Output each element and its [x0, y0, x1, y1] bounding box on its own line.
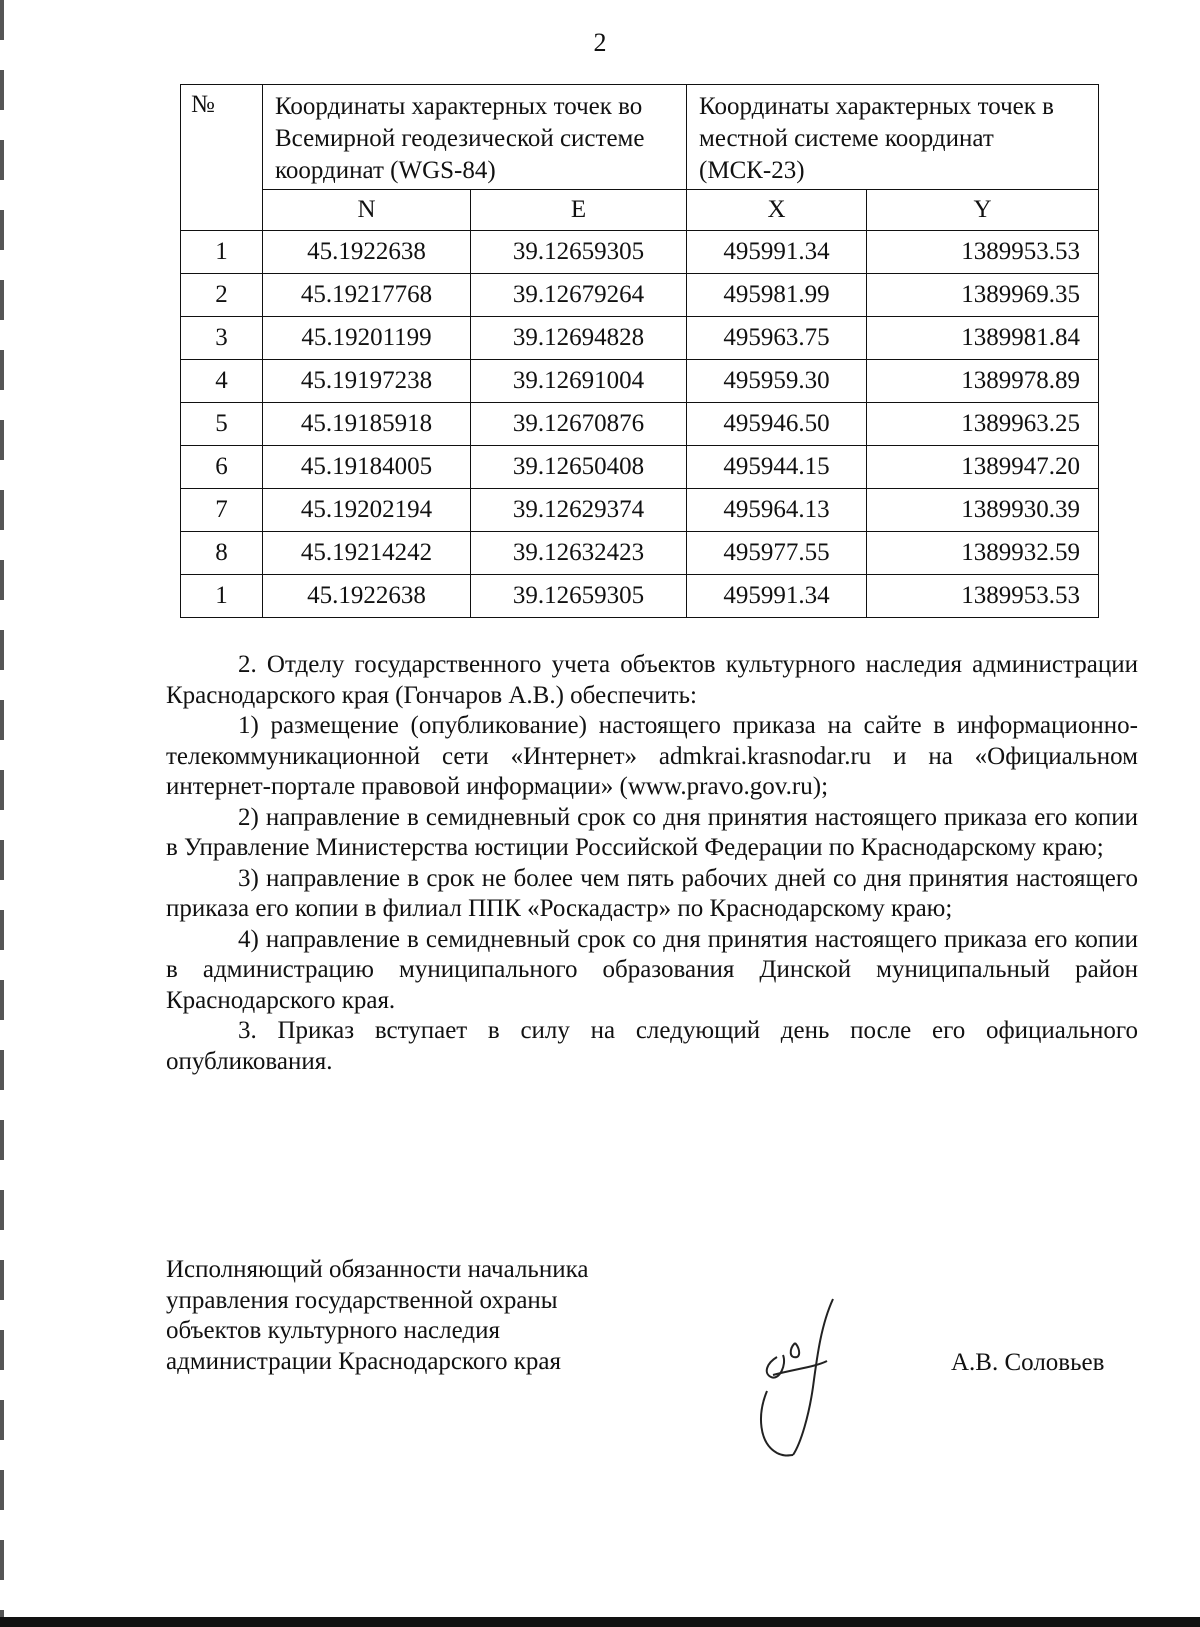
- cell-number: 1: [181, 231, 263, 274]
- cell-x: 495981.99: [687, 274, 867, 317]
- page-number: 2: [593, 28, 607, 57]
- cell-n: 45.19201199: [263, 317, 471, 360]
- table-subheader-row: [181, 190, 1099, 231]
- cell-n: 45.19202194: [263, 489, 471, 532]
- clause-2: 2. Отделу государственного учета объектов культурного наследия администрации Краснодарского края (Гончаров А.В.) обеспечить:: [166, 651, 1138, 709]
- table-row: [181, 532, 1099, 575]
- cell-number: 5: [181, 403, 263, 446]
- header-msk23: Координаты характерных точек в местной системе координат (МСК-23): [687, 85, 1099, 190]
- cell-number: 2: [181, 274, 263, 317]
- cell-x: 495991.34: [687, 575, 867, 618]
- cell-e: 39.12650408: [471, 446, 687, 489]
- cell-y: 1389981.84: [867, 317, 1099, 360]
- table-header-row: [181, 85, 1099, 190]
- cell-y: 1389932.59: [867, 532, 1099, 575]
- cell-e: 39.12659305: [471, 575, 687, 618]
- cell-e: 39.12670876: [471, 403, 687, 446]
- cell-y: 1389947.20: [867, 446, 1099, 489]
- signatory-title-line: администрации Краснодарского края: [166, 1347, 562, 1375]
- cell-x: 495944.15: [687, 446, 867, 489]
- cell-n: 45.19185918: [263, 403, 471, 446]
- cell-x: 495946.50: [687, 403, 867, 446]
- cell-y: 1389978.89: [867, 360, 1099, 403]
- clause-2-item-4: 4) направление в семидневный срок со дня принятия настоящего приказа его копии в администрацию муниципального образования Динской муниципальный район Краснодарского края.: [166, 925, 1138, 1014]
- cell-n: 45.1922638: [263, 575, 471, 618]
- header-n: N: [263, 190, 471, 231]
- cell-x: 495963.75: [687, 317, 867, 360]
- clause-3: 3. Приказ вступает в силу на следующий день после его официального опубликования.: [166, 1017, 1138, 1075]
- clause-2-item-2: 2) направление в семидневный срок со дня принятия настоящего приказа его копии в Управление Министерства юстиции Российской Федерации по Краснодарскому краю;: [166, 803, 1138, 861]
- cell-n: 45.19214242: [263, 532, 471, 575]
- header-y: Y: [867, 190, 1099, 231]
- table-row: [181, 403, 1099, 446]
- signatory-title: [166, 1255, 686, 1377]
- scan-left-edge: [0, 0, 4, 1627]
- cell-number: 1: [181, 575, 263, 618]
- signatory-title-line: Исполняющий обязанности начальника: [166, 1256, 589, 1283]
- table-row: [181, 274, 1099, 317]
- cell-y: 1389953.53: [867, 575, 1099, 618]
- order-body: [166, 650, 1138, 1077]
- coordinates-table: [180, 84, 1099, 618]
- cell-e: 39.12694828: [471, 317, 687, 360]
- header-wgs84: Координаты характерных точек во Всемирной геодезической системе координат (WGS-84): [263, 85, 687, 190]
- clause-2-item-1: 1) размещение (опубликование) настоящего приказа на сайте в информационно-телекоммуникационной сети «Интернет» admkrai.krasnodar.ru и на «Официальном интернет-портале правовой информации» (www.pravo.gov.ru);: [166, 712, 1138, 800]
- cell-n: 45.19217768: [263, 274, 471, 317]
- clause-2-item-3: 3) направление в срок не более чем пять рабочих дней со дня принятия настоящего приказа его копии в филиал ППК «Роскадастр» по Краснодарскому краю;: [166, 864, 1138, 922]
- signatory-title-line: объектов культурного наследия: [166, 1317, 500, 1344]
- table-row: [181, 231, 1099, 274]
- cell-n: 45.19184005: [263, 446, 471, 489]
- table-row: [181, 317, 1099, 360]
- cell-number: 7: [181, 489, 263, 532]
- cell-y: 1389963.25: [867, 403, 1099, 446]
- cell-e: 39.12691004: [471, 360, 687, 403]
- cell-y: 1389953.53: [867, 231, 1099, 274]
- cell-y: 1389969.35: [867, 274, 1099, 317]
- cell-number: 6: [181, 446, 263, 489]
- header-number: №: [181, 85, 263, 231]
- cell-e: 39.12632423: [471, 532, 687, 575]
- signatory-title-line: управления государственной охраны: [166, 1286, 558, 1314]
- cell-x: 495991.34: [687, 231, 867, 274]
- cell-n: 45.1922638: [263, 231, 471, 274]
- cell-y: 1389930.39: [867, 489, 1099, 532]
- cell-n: 45.19197238: [263, 360, 471, 403]
- scan-bottom-edge: [0, 1617, 1200, 1627]
- cell-e: 39.12659305: [471, 231, 687, 274]
- header-e: E: [471, 190, 687, 231]
- cell-e: 39.12629374: [471, 489, 687, 532]
- cell-number: 4: [181, 360, 263, 403]
- cell-number: 3: [181, 317, 263, 360]
- signatory-name: А.В. Соловьев: [951, 1349, 1105, 1376]
- table-row: [181, 446, 1099, 489]
- table-row: [181, 575, 1099, 618]
- table-row: [181, 489, 1099, 532]
- header-x: X: [687, 190, 867, 231]
- cell-e: 39.12679264: [471, 274, 687, 317]
- table-row: [181, 360, 1099, 403]
- cell-x: 495959.30: [687, 360, 867, 403]
- cell-x: 495977.55: [687, 532, 867, 575]
- handwritten-signature: [755, 1295, 875, 1460]
- cell-x: 495964.13: [687, 489, 867, 532]
- cell-number: 8: [181, 532, 263, 575]
